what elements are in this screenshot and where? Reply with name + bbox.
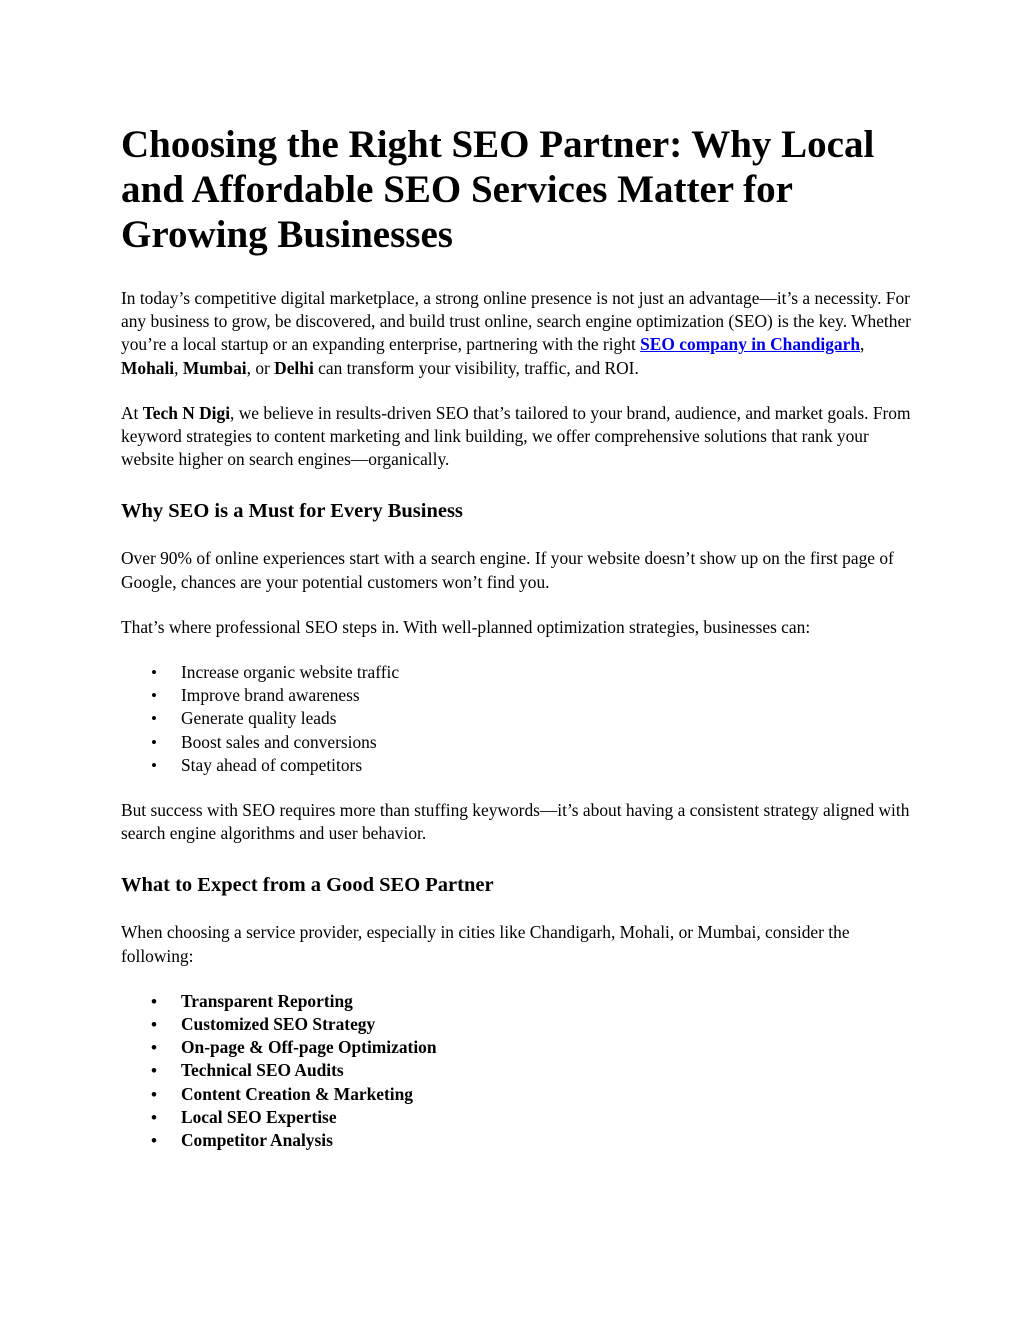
seo-company-link[interactable]: SEO company in Chandigarh bbox=[640, 334, 861, 355]
list-item: • Competitor Analysis bbox=[181, 1129, 911, 1152]
separator: , bbox=[860, 334, 865, 355]
section1-paragraph-2: That’s where professional SEO steps in. With well-planned optimization strategies, businesses can: bbox=[121, 616, 811, 637]
list-item: • Increase organic website traffic bbox=[181, 661, 911, 684]
list-item: • Generate quality leads bbox=[181, 707, 911, 730]
section-heading-seo-partner: What to Expect from a Good SEO Partner bbox=[121, 874, 494, 897]
city-delhi: Delhi bbox=[274, 357, 314, 378]
list-item: • Improve brand awareness bbox=[181, 684, 911, 707]
section-heading-why-seo: Why SEO is a Must for Every Business bbox=[121, 500, 463, 523]
city-mumbai: Mumbai bbox=[182, 357, 247, 378]
section1-paragraph-1: Over 90% of online experiences start with a search engine. If your website doesn’t show up on the first page of Google, chances are your potential customers won’t find you. bbox=[121, 548, 894, 592]
list-item: • On-page & Off-page Optimization bbox=[181, 1036, 911, 1059]
city-mohali: Mohali bbox=[121, 357, 175, 378]
brand-name: Tech N Digi bbox=[142, 402, 231, 423]
about-text: , we believe in results-driven SEO that’s tailored to your brand, audience, and market goals. From keyword strategies to content marketing and link building, we offer comprehensive solutions that rank your website higher on search engines—organically. bbox=[121, 402, 911, 470]
about-prefix: At bbox=[121, 402, 143, 423]
list-item: • Local SEO Expertise bbox=[181, 1106, 911, 1129]
about-paragraph bbox=[121, 402, 911, 472]
page-title: Choosing the Right SEO Partner: Why Local and Affordable SEO Services Matter for Growing Businesses bbox=[121, 123, 875, 256]
list-item: • Content Creation & Marketing bbox=[181, 1083, 911, 1106]
list-item: • Technical SEO Audits bbox=[181, 1059, 911, 1082]
separator: , bbox=[174, 357, 183, 378]
partner-criteria-list bbox=[121, 990, 911, 1152]
document-page bbox=[121, 122, 911, 1174]
list-item: • Boost sales and conversions bbox=[181, 731, 911, 754]
separator: , or bbox=[246, 357, 275, 378]
intro-text: In today’s competitive digital marketplace, a strong online presence is not just an advantage—it’s a necessity. For any business to grow, be discovered, and build trust online, search engine optimization (SEO) is the key. Whether you’re a local startup or an expanding enterprise, partnering with the right bbox=[121, 288, 911, 355]
list-item: • Stay ahead of competitors bbox=[181, 754, 911, 777]
list-item: • Customized SEO Strategy bbox=[181, 1013, 911, 1036]
intro-paragraph bbox=[121, 287, 911, 380]
intro-text-end: can transform your visibility, traffic, and ROI. bbox=[313, 357, 639, 378]
benefits-list bbox=[121, 661, 911, 777]
section2-paragraph-1: When choosing a service provider, especially in cities like Chandigarh, Mohali, or Mumbai, consider the following: bbox=[121, 922, 850, 966]
list-item: • Transparent Reporting bbox=[181, 990, 911, 1013]
section1-paragraph-3: But success with SEO requires more than stuffing keywords—it’s about having a consistent strategy aligned with search engine algorithms and user behavior. bbox=[121, 800, 910, 844]
